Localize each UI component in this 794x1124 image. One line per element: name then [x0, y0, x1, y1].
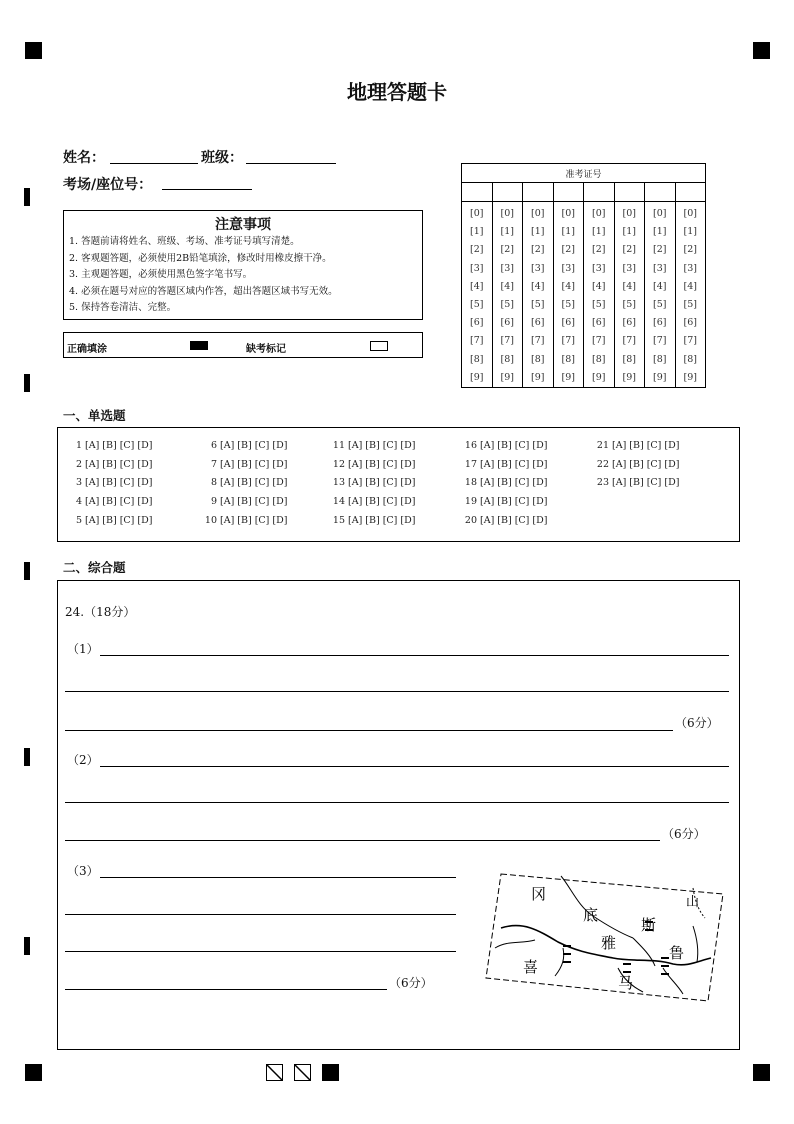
- filled-mark-icon: [190, 341, 208, 350]
- ticket-digit-input[interactable]: [462, 183, 493, 202]
- ticket-digit-option[interactable]: [4]: [500, 280, 514, 292]
- ticket-digit-input[interactable]: [523, 183, 554, 202]
- question-row: [203, 515, 287, 526]
- ticket-digit-option[interactable]: [3]: [653, 262, 667, 274]
- ticket-digit-option[interactable]: [7]: [531, 335, 545, 347]
- answer-line[interactable]: [65, 691, 729, 692]
- ticket-digit-option[interactable]: [4]: [531, 280, 545, 292]
- answer-options[interactable]: [A] [B] [C] [D]: [220, 477, 288, 488]
- ticket-digit-option[interactable]: [4]: [653, 280, 667, 292]
- ticket-digit-option[interactable]: [4]: [622, 280, 636, 292]
- ticket-digit-input[interactable]: [675, 183, 706, 202]
- ticket-digit-option[interactable]: [1]: [531, 226, 545, 238]
- answer-options[interactable]: [A] [B] [C] [D]: [220, 440, 288, 451]
- answer-options[interactable]: [A] [B] [C] [D]: [220, 496, 288, 507]
- question-number: 17: [464, 459, 477, 470]
- answer-options[interactable]: [A] [B] [C] [D]: [348, 477, 416, 488]
- ticket-digit-column: [675, 202, 706, 388]
- ticket-digit-option[interactable]: [0]: [653, 208, 667, 219]
- question-number: 9: [210, 496, 217, 507]
- section1-title: 一、单选题: [63, 408, 126, 423]
- corner-mark-bottom-left: [25, 1064, 42, 1081]
- ticket-digit-option[interactable]: [2]: [500, 244, 514, 256]
- ticket-digit-option[interactable]: [8]: [531, 353, 545, 365]
- class-field[interactable]: [246, 163, 336, 164]
- name-label: 姓名：: [63, 150, 105, 166]
- side-mark: [24, 188, 30, 206]
- class-label: 班级：: [201, 150, 243, 166]
- section2-title: 二、综合题: [63, 560, 126, 575]
- part3-score: （6分）: [389, 976, 433, 990]
- ticket-digit-option[interactable]: [4]: [561, 280, 575, 292]
- ticket-digit-option[interactable]: [9]: [622, 371, 636, 383]
- answer-options[interactable]: [A] [B] [C] [D]: [348, 515, 416, 526]
- question-row: [331, 496, 415, 507]
- ticket-number-grid: [461, 163, 706, 388]
- side-mark: [24, 562, 30, 580]
- map-label: 马: [618, 974, 634, 992]
- question-row: [463, 477, 547, 488]
- question-number: 10: [204, 515, 217, 526]
- answer-options[interactable]: [A] [B] [C] [D]: [348, 440, 416, 451]
- answer-options[interactable]: [A] [B] [C] [D]: [220, 459, 288, 470]
- ticket-digit-option[interactable]: [9]: [592, 371, 606, 383]
- ticket-digit-column: [645, 202, 676, 388]
- answer-line[interactable]: [65, 914, 456, 915]
- answer-options[interactable]: [A] [B] [C] [D]: [85, 440, 153, 451]
- seat-field[interactable]: [162, 189, 252, 190]
- ticket-digit-option[interactable]: [4]: [683, 280, 697, 292]
- ticket-digit-option[interactable]: [9]: [500, 371, 514, 383]
- answer-options[interactable]: [A] [B] [C] [D]: [480, 496, 548, 507]
- question-number: 7: [210, 459, 217, 470]
- ticket-digit-option[interactable]: [7]: [683, 335, 697, 347]
- question-row: [203, 459, 287, 470]
- ticket-digit-option[interactable]: [3]: [470, 262, 484, 274]
- question-row: [463, 496, 547, 507]
- ticket-digit-option[interactable]: [1]: [500, 226, 514, 238]
- answer-options[interactable]: [A] [B] [C] [D]: [348, 459, 416, 470]
- ticket-digit-option[interactable]: [7]: [470, 335, 484, 347]
- side-mark: [24, 748, 30, 766]
- corner-mark-top-right: [753, 42, 770, 59]
- question-row: [463, 440, 547, 451]
- map-label: 冈: [531, 885, 547, 903]
- notice-item: 4. 必须在题号对应的答题区域内作答，超出答题区域书写无效。: [69, 285, 338, 297]
- page-title: 地理答题卡: [347, 80, 447, 104]
- ticket-digit-option[interactable]: [3]: [683, 262, 697, 274]
- seat-label: 考场/座位号：: [63, 177, 153, 193]
- ticket-digit-option[interactable]: [6]: [592, 317, 606, 329]
- map-label: 斯: [641, 916, 657, 934]
- ticket-digit-option[interactable]: [7]: [592, 335, 606, 347]
- ticket-digit-option[interactable]: [1]: [653, 226, 667, 238]
- answer-line[interactable]: [65, 840, 660, 841]
- ticket-digit-option[interactable]: [2]: [622, 244, 636, 256]
- ticket-digit-option[interactable]: [6]: [622, 317, 636, 329]
- ticket-digit-option[interactable]: [0]: [592, 208, 606, 219]
- ticket-digit-option[interactable]: [2]: [592, 244, 606, 256]
- question-number: 22: [596, 459, 609, 470]
- ticket-digit-option[interactable]: [2]: [653, 244, 667, 256]
- question-row: [68, 459, 152, 470]
- answer-options[interactable]: [A] [B] [C] [D]: [480, 515, 548, 526]
- ticket-digit-option[interactable]: [2]: [683, 244, 697, 256]
- ticket-digit-column: [523, 202, 554, 388]
- ticket-digit-option[interactable]: [0]: [622, 208, 636, 219]
- question-number: 16: [464, 440, 477, 451]
- ticket-digit-column: [584, 202, 615, 388]
- ticket-digit-option[interactable]: [8]: [622, 353, 636, 365]
- ticket-digit-option[interactable]: [2]: [561, 244, 575, 256]
- ticket-digit-option[interactable]: [5]: [531, 299, 545, 311]
- question-number: 12: [332, 459, 345, 470]
- ticket-digit-option[interactable]: [2]: [470, 244, 484, 256]
- answer-options[interactable]: [A] [B] [C] [D]: [220, 515, 288, 526]
- page-mark-filled: [322, 1064, 339, 1081]
- ticket-digit-option[interactable]: [8]: [653, 353, 667, 365]
- question-row: [203, 477, 287, 488]
- question-row: [331, 477, 415, 488]
- ticket-digit-option[interactable]: [6]: [683, 317, 697, 329]
- notice-item: 5. 保持答卷清洁、完整。: [69, 302, 177, 313]
- ticket-digit-option[interactable]: [9]: [531, 371, 545, 383]
- corner-mark-bottom-right: [753, 1064, 770, 1081]
- absent-checkbox[interactable]: [370, 341, 388, 351]
- ticket-digit-option[interactable]: [6]: [500, 317, 514, 329]
- question-row: [331, 515, 415, 526]
- notice-item: 2. 客观题答题，必须使用2B铅笔填涂，修改时用橡皮擦干净。: [69, 252, 332, 264]
- ticket-digit-option[interactable]: [5]: [500, 299, 514, 311]
- part1-score: （6分）: [675, 716, 719, 730]
- ticket-digit-option[interactable]: [0]: [500, 208, 514, 219]
- question-row: [68, 515, 152, 526]
- question-number: 8: [210, 477, 217, 488]
- side-mark: [24, 374, 30, 392]
- ticket-digit-option[interactable]: [8]: [561, 353, 575, 365]
- single-choice-box: [57, 427, 740, 542]
- answer-line[interactable]: [65, 951, 456, 952]
- answer-options[interactable]: [A] [B] [C] [D]: [85, 496, 153, 507]
- question-24-label: 24.（18分）: [65, 605, 136, 619]
- question-row: [68, 477, 152, 488]
- ticket-digit-option[interactable]: [5]: [622, 299, 636, 311]
- ticket-digit-option[interactable]: [9]: [561, 371, 575, 383]
- answer-line[interactable]: [100, 655, 729, 656]
- question-row: [595, 459, 679, 470]
- ticket-digit-option[interactable]: [8]: [500, 353, 514, 365]
- map-sketch: [483, 866, 733, 1006]
- ticket-digit-option[interactable]: [8]: [470, 353, 484, 365]
- question-number: 1: [75, 440, 82, 451]
- answer-options[interactable]: [A] [B] [C] [D]: [348, 496, 416, 507]
- question-row: [595, 440, 679, 451]
- ticket-label: 准考证号: [462, 164, 706, 183]
- ticket-digit-option[interactable]: [6]: [470, 317, 484, 329]
- ticket-digit-option[interactable]: [0]: [470, 208, 484, 219]
- ticket-digit-option[interactable]: [5]: [683, 299, 697, 311]
- absent-label: 缺考标记: [246, 344, 286, 355]
- answer-options[interactable]: [A] [B] [C] [D]: [85, 515, 153, 526]
- question-row: [203, 496, 287, 507]
- question-number: 15: [332, 515, 345, 526]
- page-mark-slashed: [294, 1064, 311, 1081]
- ticket-digit-option[interactable]: [5]: [592, 299, 606, 311]
- question-number: 6: [210, 440, 217, 451]
- question-row: [68, 496, 152, 507]
- ticket-digit-option[interactable]: [8]: [592, 353, 606, 365]
- ticket-digit-input[interactable]: [645, 183, 676, 202]
- ticket-digit-option[interactable]: [0]: [561, 208, 575, 219]
- notice-item: 1. 答题前请将姓名、班级、考场、准考证号填写清楚。: [69, 236, 300, 247]
- ticket-digit-option[interactable]: [9]: [683, 371, 697, 383]
- part1-label: （1）: [67, 642, 99, 656]
- ticket-digit-option[interactable]: [3]: [531, 262, 545, 274]
- question-number: 18: [464, 477, 477, 488]
- part2-score: （6分）: [662, 827, 706, 841]
- question-row: [331, 459, 415, 470]
- ticket-digit-option[interactable]: [6]: [561, 317, 575, 329]
- map-label: 雅: [601, 934, 617, 952]
- ticket-digit-option[interactable]: [3]: [500, 262, 514, 274]
- answer-options[interactable]: [A] [B] [C] [D]: [480, 459, 548, 470]
- question-number: 2: [75, 459, 82, 470]
- answer-line[interactable]: [65, 802, 729, 803]
- answer-options[interactable]: [A] [B] [C] [D]: [85, 477, 153, 488]
- ticket-digit-input[interactable]: [553, 183, 584, 202]
- comprehensive-box: [57, 580, 740, 1050]
- ticket-digit-column: [462, 202, 493, 388]
- part2-label: （2）: [67, 753, 99, 767]
- ticket-digit-option[interactable]: [8]: [683, 353, 697, 365]
- question-row: [463, 459, 547, 470]
- question-number: 13: [332, 477, 345, 488]
- answer-options[interactable]: [A] [B] [C] [D]: [612, 477, 680, 488]
- ticket-digit-option[interactable]: [1]: [470, 226, 484, 238]
- question-number: 14: [332, 496, 345, 507]
- question-number: 20: [464, 515, 477, 526]
- question-row: [68, 440, 152, 451]
- corner-mark-top-left: [25, 42, 42, 59]
- ticket-digit-option[interactable]: [3]: [622, 262, 636, 274]
- question-row: [463, 515, 547, 526]
- ticket-digit-option[interactable]: [9]: [470, 371, 484, 383]
- ticket-digit-column: [553, 202, 584, 388]
- ticket-digit-column: [614, 202, 645, 388]
- question-row: [595, 477, 679, 488]
- ticket-digit-option[interactable]: [4]: [470, 280, 484, 292]
- side-mark: [24, 937, 30, 955]
- ticket-digit-option[interactable]: [3]: [592, 262, 606, 274]
- name-field[interactable]: [110, 163, 198, 164]
- question-number: 19: [464, 496, 477, 507]
- question-number: 11: [332, 440, 345, 451]
- ticket-digit-option[interactable]: [5]: [653, 299, 667, 311]
- ticket-digit-option[interactable]: [7]: [561, 335, 575, 347]
- answer-options[interactable]: [A] [B] [C] [D]: [480, 440, 548, 451]
- ticket-digit-option[interactable]: [0]: [683, 208, 697, 219]
- ticket-digit-option[interactable]: [2]: [531, 244, 545, 256]
- ticket-digit-option[interactable]: [3]: [561, 262, 575, 274]
- ticket-digit-option[interactable]: [4]: [592, 280, 606, 292]
- ticket-digit-option[interactable]: [1]: [592, 226, 606, 238]
- question-row: [203, 440, 287, 451]
- page-mark-slashed: [266, 1064, 283, 1081]
- answer-line[interactable]: [65, 730, 673, 731]
- ticket-digit-option[interactable]: [1]: [622, 226, 636, 238]
- ticket-digit-input[interactable]: [492, 183, 523, 202]
- ticket-digit-option[interactable]: [1]: [561, 226, 575, 238]
- map-label: 山: [686, 895, 700, 910]
- fill-example-box: [63, 332, 423, 358]
- question-number: 5: [75, 515, 82, 526]
- map-label: 喜: [523, 958, 539, 976]
- answer-line[interactable]: [65, 989, 387, 990]
- ticket-digit-option[interactable]: [6]: [531, 317, 545, 329]
- ticket-digit-option[interactable]: [6]: [653, 317, 667, 329]
- ticket-digit-input[interactable]: [584, 183, 615, 202]
- question-number: 3: [75, 477, 82, 488]
- map-label: 底: [583, 906, 599, 924]
- ticket-digit-option[interactable]: [1]: [683, 226, 697, 238]
- question-number: 23: [596, 477, 609, 488]
- question-number: 4: [75, 496, 82, 507]
- answer-options[interactable]: [A] [B] [C] [D]: [85, 459, 153, 470]
- question-number: 21: [596, 440, 609, 451]
- ticket-digit-option[interactable]: [7]: [653, 335, 667, 347]
- notice-item: 3. 主观题答题，必须使用黑色签字笔书写。: [69, 269, 253, 280]
- answer-options[interactable]: [A] [B] [C] [D]: [612, 459, 680, 470]
- map-label: 鲁: [669, 944, 685, 962]
- ticket-digit-option[interactable]: [0]: [531, 208, 545, 219]
- answer-options[interactable]: [A] [B] [C] [D]: [612, 440, 680, 451]
- ticket-digit-option[interactable]: [9]: [653, 371, 667, 383]
- answer-line[interactable]: [100, 877, 456, 878]
- notice-box: [63, 210, 423, 320]
- ticket-digit-option[interactable]: [5]: [470, 299, 484, 311]
- question-row: [331, 440, 415, 451]
- correct-fill-label: 正确填涂: [67, 344, 107, 355]
- ticket-digit-option[interactable]: [5]: [561, 299, 575, 311]
- answer-line[interactable]: [100, 766, 729, 767]
- ticket-digit-option[interactable]: [7]: [622, 335, 636, 347]
- ticket-digit-option[interactable]: [7]: [500, 335, 514, 347]
- ticket-digit-input[interactable]: [614, 183, 645, 202]
- answer-options[interactable]: [A] [B] [C] [D]: [480, 477, 548, 488]
- part3-label: （3）: [67, 864, 99, 878]
- ticket-digit-column: [492, 202, 523, 388]
- notice-title: 注意事项: [215, 217, 271, 233]
